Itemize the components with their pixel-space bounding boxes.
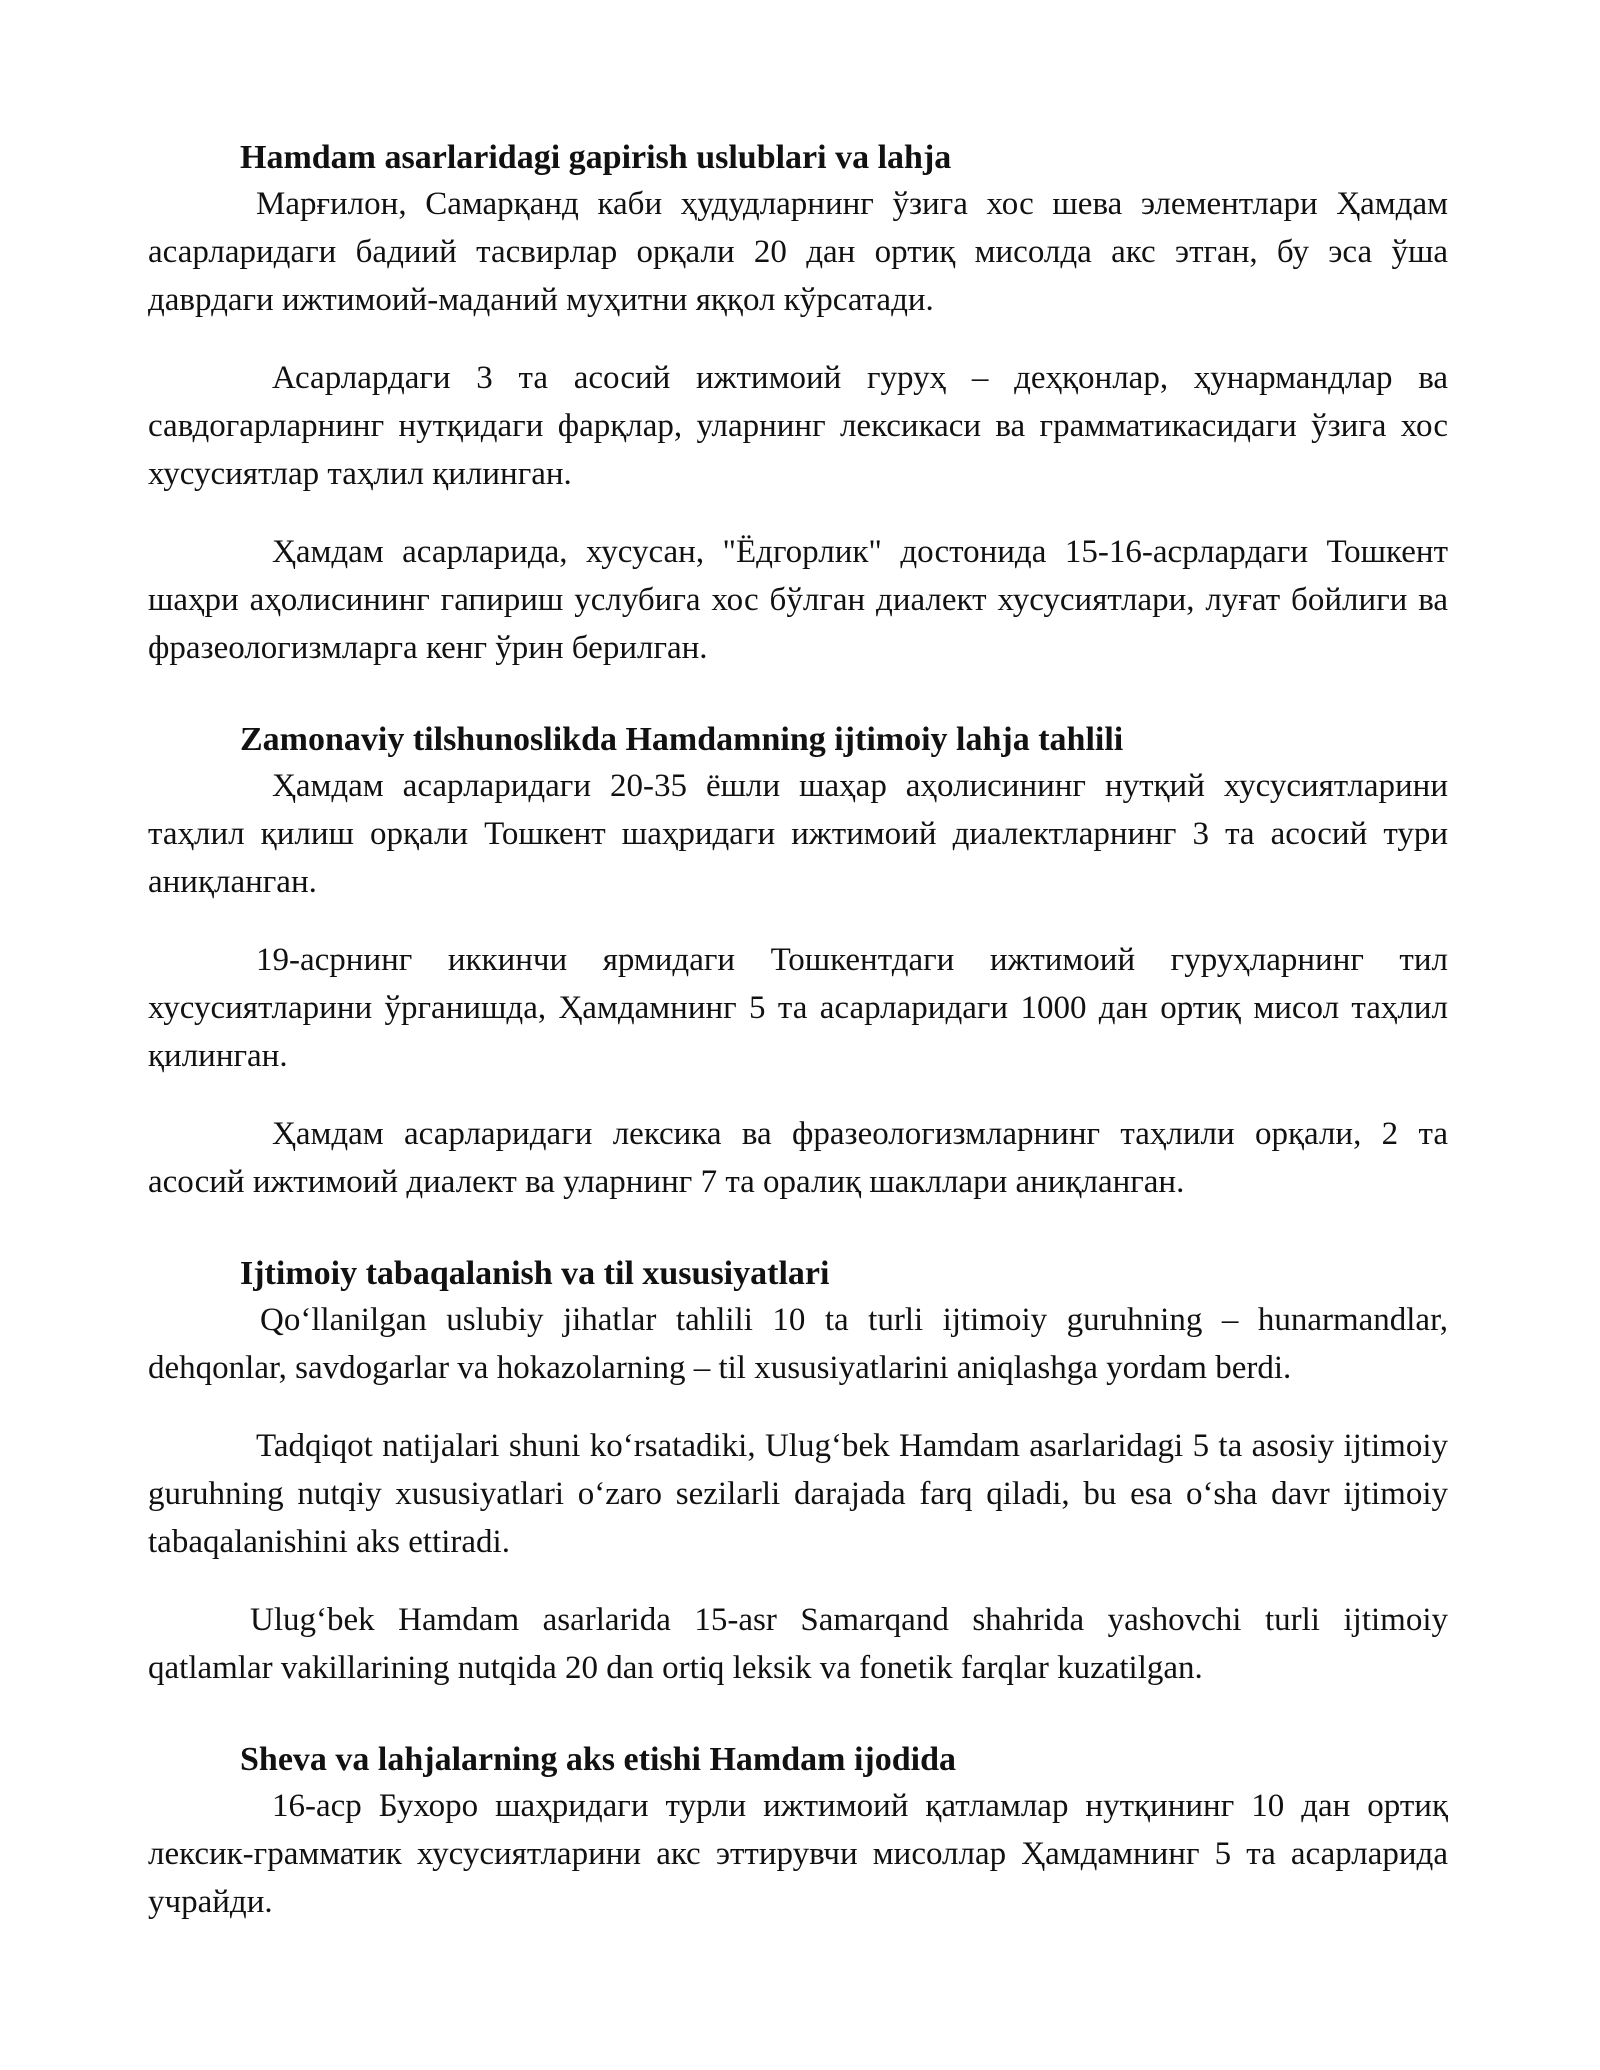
paragraph: Tadqiqot natijalari shuni koʻrsatadiki, Ulugʻbek Hamdam asarlaridagi 5 ta asosiy ijtimoiy guruhning nutqiy xususiyatlari oʻzaro sezilarli darajada farq qiladi, bu esa oʻsha davr ijtimoiy tabaqalanishini aks ettiradi. [148, 1428, 1448, 1560]
section-heading: Sheva va lahjalarning aks etishi Hamdam ijodida [240, 1741, 957, 1778]
paragraph: Ulugʻbek Hamdam asarlarida 15-asr Samarqand shahrida yashovchi turli ijtimoiy qatlamlar vakillarining nutqida 20 dan ortiq leksik va fonetik farqlar kuzatilgan. [148, 1602, 1448, 1686]
section-speech-styles [148, 136, 1448, 672]
document-page [148, 136, 1448, 1972]
paragraph: Ҳамдам асарларида, хусусан, "Ёдгорлик" достонида 15-16-асрлардаги Тошкент шаҳри аҳолисининг гапириш услубига хос бўлган диалект хусусиятлари, луғат бойлиги ва фразеологизмларга кенг ўрин берилган. [148, 534, 1448, 666]
section-social-stratification [148, 1252, 1448, 1692]
section-heading: Zamonaviy tilshunoslikda Hamdamning ijtimoiy lahja tahlili [240, 721, 1124, 758]
paragraph: Ҳамдам асарларидаги лексика ва фразеологизмларнинг таҳлили орқали, 2 та асосий ижтимоий диалект ва уларнинг 7 та оралиқ шакллари аниқланган. [148, 1116, 1448, 1200]
paragraph: 19-асрнинг иккинчи ярмидаги Тошкентдаги ижтимоий гуруҳларнинг тил хусусиятларини ўрганишда, Ҳамдамнинг 5 та асарларидаги 1000 дан ортиқ мисол таҳлил қилинган. [148, 942, 1448, 1074]
section-dialects-in-works [148, 1738, 1448, 1926]
paragraph: Асарлардаги 3 та асосий ижтимоий гуруҳ – деҳқонлар, ҳунармандлар ва савдогарларнинг нутқидаги фарқлар, уларнинг лексикаси ва грамматикасидаги ўзига хос хусусиятлар таҳлил қилинган. [148, 360, 1448, 492]
paragraph: Марғилон, Самарқанд каби ҳудудларнинг ўзига хос шева элементлари Ҳамдам асарларидаги бадиий тасвирлар орқали 20 дан ортиқ мисолда акс этган, бу эса ўша даврдаги ижтимоий-маданий муҳитни яққол кўрсатади. [148, 186, 1448, 318]
paragraph: 16-аср Бухоро шаҳридаги турли ижтимоий қатламлар нутқининг 10 дан ортиқ лексик-грамматик хусусиятларини акс эттирувчи мисоллар Ҳамдамнинг 5 та асарларида учрайди. [148, 1788, 1448, 1920]
section-heading: Hamdam asarlaridagi gapirish uslublari va lahja [240, 139, 952, 176]
paragraph: Ҳамдам асарларидаги 20-35 ёшли шаҳар аҳолисининг нутқий хусусиятларини таҳлил қилиш орқали Тошкент шаҳридаги ижтимоий диалектларнинг 3 та асосий тури аниқланган. [148, 768, 1448, 900]
paragraph: Qoʻllanilgan uslubiy jihatlar tahlili 10 ta turli ijtimoiy guruhning – hunarmandlar, dehqonlar, savdogarlar va hokazolarning – til xususiyatlarini aniqlashga yordam berdi. [148, 1302, 1448, 1386]
section-heading: Ijtimoiy tabaqalanish va til xususiyatlari [240, 1255, 830, 1292]
section-modern-linguistics [148, 718, 1448, 1206]
